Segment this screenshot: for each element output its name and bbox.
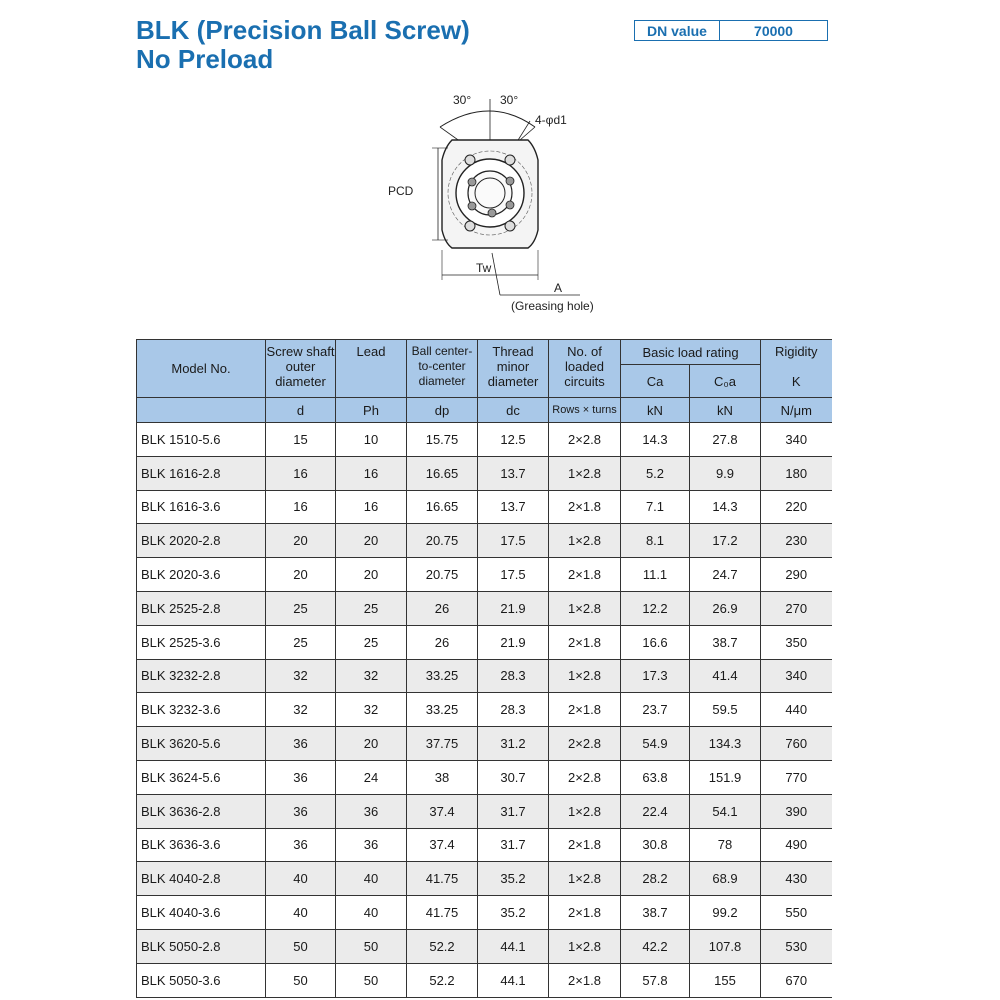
table-row	[137, 591, 832, 625]
unit-d: d	[266, 398, 336, 423]
unit-c0a: kN	[690, 398, 761, 423]
bolt-hole-icon	[505, 155, 515, 165]
table-cell: 25	[336, 625, 407, 659]
table-cell: 36	[266, 794, 336, 828]
header-model: Model No.	[137, 340, 266, 398]
table-cell: 33.25	[407, 693, 478, 727]
table-cell: 35.2	[478, 896, 549, 930]
unit-rows-turns: Rows × turns	[549, 398, 621, 423]
table-cell: 99.2	[690, 896, 761, 930]
unit-dc: dc	[478, 398, 549, 423]
dn-value-box	[634, 20, 828, 41]
table-cell: 7.1	[621, 490, 690, 524]
table-cell: 28.3	[478, 693, 549, 727]
tw-label: Tw	[476, 261, 492, 275]
table-cell: 63.8	[621, 760, 690, 794]
table-cell: 31.7	[478, 794, 549, 828]
table-cell: 14.3	[690, 490, 761, 524]
table-cell: 2×1.8	[549, 896, 621, 930]
table-cell: 230	[761, 524, 832, 558]
table-cell: 155	[690, 963, 761, 997]
table-cell: 2×1.8	[549, 490, 621, 524]
table-cell: 134.3	[690, 727, 761, 761]
table-cell: 17.3	[621, 659, 690, 693]
pcd-label: PCD	[388, 184, 414, 198]
table-cell: 30.7	[478, 760, 549, 794]
table-cell: 31.2	[478, 727, 549, 761]
table-cell: 54.9	[621, 727, 690, 761]
table-cell: 21.9	[478, 625, 549, 659]
table-cell: 16	[336, 490, 407, 524]
screw-icon	[488, 209, 496, 217]
table-cell: BLK 3624-5.6	[137, 760, 266, 794]
table-cell: 28.3	[478, 659, 549, 693]
table-cell: BLK 3620-5.6	[137, 727, 266, 761]
unit-k: N/μm	[761, 398, 832, 423]
table-cell: 32	[336, 659, 407, 693]
screw-icon	[506, 201, 514, 209]
table-cell: 36	[266, 828, 336, 862]
table-cell: 1×2.8	[549, 524, 621, 558]
table-row	[137, 794, 832, 828]
table-cell: 760	[761, 727, 832, 761]
table-cell: 57.8	[621, 963, 690, 997]
header-rigidity	[761, 340, 832, 398]
table-cell: 26	[407, 591, 478, 625]
table-cell: 220	[761, 490, 832, 524]
table-cell: 31.7	[478, 828, 549, 862]
table-cell: 15	[266, 423, 336, 457]
table-cell: BLK 2525-3.6	[137, 625, 266, 659]
table-row	[137, 862, 832, 896]
table-cell: 21.9	[478, 591, 549, 625]
table-cell: 40	[336, 896, 407, 930]
table-cell: 2×1.8	[549, 828, 621, 862]
table-cell: 38.7	[690, 625, 761, 659]
header-k: K	[791, 374, 801, 389]
table-cell: 52.2	[407, 963, 478, 997]
table-cell: 37.4	[407, 828, 478, 862]
table-cell: 78	[690, 828, 761, 862]
table-cell: 24	[336, 760, 407, 794]
header-c0a: C₀a	[690, 365, 761, 398]
header-circuits: No. of loaded circuits	[549, 340, 621, 398]
table-cell: BLK 3232-3.6	[137, 693, 266, 727]
table-cell: 107.8	[690, 929, 761, 963]
table-cell: 16	[266, 456, 336, 490]
table-cell: BLK 5050-3.6	[137, 963, 266, 997]
table-row	[137, 456, 832, 490]
dn-value-number: 70000	[754, 22, 793, 39]
angle-right-label: 30°	[500, 93, 519, 107]
screw-icon	[506, 177, 514, 185]
unit-ph: Ph	[336, 398, 407, 423]
table-cell: 40	[336, 862, 407, 896]
table-cell: 37.4	[407, 794, 478, 828]
table-cell: 270	[761, 591, 832, 625]
table-cell: 36	[266, 760, 336, 794]
table-cell: 430	[761, 862, 832, 896]
header-screw: Screw shaft outer diameter	[266, 340, 336, 398]
table-cell: 20	[336, 558, 407, 592]
table-cell: 28.2	[621, 862, 690, 896]
table-cell: BLK 2525-2.8	[137, 591, 266, 625]
table-row	[137, 490, 832, 524]
table-cell: 490	[761, 828, 832, 862]
table-cell: 2×2.8	[549, 760, 621, 794]
table-cell: 25	[266, 625, 336, 659]
table-row	[137, 524, 832, 558]
table-row	[137, 693, 832, 727]
spec-table-body	[137, 423, 832, 998]
table-cell: 340	[761, 659, 832, 693]
screw-icon	[468, 202, 476, 210]
table-cell: 40	[266, 862, 336, 896]
table-cell: 1×2.8	[549, 659, 621, 693]
table-cell: 390	[761, 794, 832, 828]
table-cell: 350	[761, 625, 832, 659]
angle-arc	[440, 111, 535, 127]
table-cell: 15.75	[407, 423, 478, 457]
header-model-unit	[137, 398, 266, 423]
angle-left-label: 30°	[453, 93, 472, 107]
ball-nut-diagram	[380, 85, 630, 320]
header-basic-load: Basic load rating	[621, 340, 761, 365]
table-row	[137, 828, 832, 862]
table-cell: 2×1.8	[549, 693, 621, 727]
title-line-1: BLK (Precision Ball Screw)	[136, 15, 470, 45]
table-cell: 59.5	[690, 693, 761, 727]
table-cell: 290	[761, 558, 832, 592]
table-cell: 2×1.8	[549, 625, 621, 659]
table-cell: 2×2.8	[549, 727, 621, 761]
table-cell: 36	[336, 828, 407, 862]
table-row	[137, 423, 832, 457]
title-line-2: No Preload	[136, 44, 274, 74]
table-cell: 20.75	[407, 524, 478, 558]
table-cell: 2×1.8	[549, 963, 621, 997]
bolt-hole-icon	[465, 221, 475, 231]
table-cell: 68.9	[690, 862, 761, 896]
table-cell: 17.2	[690, 524, 761, 558]
table-cell: BLK 2020-3.6	[137, 558, 266, 592]
table-cell: 33.25	[407, 659, 478, 693]
table-cell: 1×2.8	[549, 591, 621, 625]
page-title	[136, 16, 470, 74]
table-cell: 180	[761, 456, 832, 490]
table-cell: 20	[336, 524, 407, 558]
table-row	[137, 760, 832, 794]
table-cell: 38	[407, 760, 478, 794]
table-cell: 151.9	[690, 760, 761, 794]
bolt-hole-icon	[505, 221, 515, 231]
table-cell: 13.7	[478, 456, 549, 490]
table-cell: 2×2.8	[549, 423, 621, 457]
table-cell: BLK 4040-2.8	[137, 862, 266, 896]
table-cell: 50	[336, 929, 407, 963]
table-cell: 8.1	[621, 524, 690, 558]
table-cell: BLK 1510-5.6	[137, 423, 266, 457]
table-cell: 37.75	[407, 727, 478, 761]
table-row	[137, 625, 832, 659]
table-cell: 5.2	[621, 456, 690, 490]
table-cell: 23.7	[621, 693, 690, 727]
table-cell: 12.2	[621, 591, 690, 625]
table-cell: 26	[407, 625, 478, 659]
table-cell: BLK 1616-2.8	[137, 456, 266, 490]
table-cell: 16.65	[407, 490, 478, 524]
table-cell: 440	[761, 693, 832, 727]
table-cell: 41.75	[407, 896, 478, 930]
table-cell: 50	[266, 963, 336, 997]
table-cell: 20	[336, 727, 407, 761]
table-cell: 44.1	[478, 929, 549, 963]
table-cell: 17.5	[478, 524, 549, 558]
table-cell: 550	[761, 896, 832, 930]
unit-ca: kN	[621, 398, 690, 423]
table-cell: 35.2	[478, 862, 549, 896]
table-cell: 36	[336, 794, 407, 828]
table-cell: 670	[761, 963, 832, 997]
screw-icon	[468, 178, 476, 186]
table-cell: 52.2	[407, 929, 478, 963]
table-cell: 30.8	[621, 828, 690, 862]
table-cell: 12.5	[478, 423, 549, 457]
table-cell: 340	[761, 423, 832, 457]
header-ball: Ball center-to-center diameter	[407, 340, 478, 398]
table-cell: 24.7	[690, 558, 761, 592]
table-cell: 44.1	[478, 963, 549, 997]
table-cell: 16.6	[621, 625, 690, 659]
table-cell: 9.9	[690, 456, 761, 490]
table-cell: 770	[761, 760, 832, 794]
table-row	[137, 659, 832, 693]
table-cell: 20.75	[407, 558, 478, 592]
table-cell: 17.5	[478, 558, 549, 592]
table-cell: 20	[266, 524, 336, 558]
table-cell: 42.2	[621, 929, 690, 963]
table-cell: BLK 3636-2.8	[137, 794, 266, 828]
table-cell: 14.3	[621, 423, 690, 457]
table-cell: BLK 3636-3.6	[137, 828, 266, 862]
table-cell: 50	[266, 929, 336, 963]
unit-dp: dp	[407, 398, 478, 423]
header-thread: Thread minor diameter	[478, 340, 549, 398]
table-cell: 20	[266, 558, 336, 592]
table-cell: 13.7	[478, 490, 549, 524]
bolt-hole-icon	[465, 155, 475, 165]
table-cell: 25	[336, 591, 407, 625]
table-cell: 16	[336, 456, 407, 490]
table-row	[137, 929, 832, 963]
table-cell: 1×2.8	[549, 929, 621, 963]
table-cell: 1×2.8	[549, 794, 621, 828]
dn-value-label: DN value	[635, 21, 720, 40]
greasing-a-label: A	[554, 281, 563, 295]
table-cell: BLK 5050-2.8	[137, 929, 266, 963]
table-cell: 26.9	[690, 591, 761, 625]
table-cell: 38.7	[621, 896, 690, 930]
table-row	[137, 727, 832, 761]
table-cell: 54.1	[690, 794, 761, 828]
table-cell: 40	[266, 896, 336, 930]
header-ca: Ca	[621, 365, 690, 398]
table-cell: 25	[266, 591, 336, 625]
table-cell: 16	[266, 490, 336, 524]
table-cell: 1×2.8	[549, 456, 621, 490]
table-cell: 16.65	[407, 456, 478, 490]
table-cell: BLK 4040-3.6	[137, 896, 266, 930]
spec-table	[136, 339, 832, 998]
table-row	[137, 896, 832, 930]
table-cell: 22.4	[621, 794, 690, 828]
table-cell: BLK 2020-2.8	[137, 524, 266, 558]
greasing-hole-label: (Greasing hole)	[511, 299, 594, 313]
header-rigidity-label: Rigidity	[774, 344, 818, 359]
table-cell: 41.4	[690, 659, 761, 693]
table-cell: BLK 1616-3.6	[137, 490, 266, 524]
table-cell: 50	[336, 963, 407, 997]
table-cell: 11.1	[621, 558, 690, 592]
table-cell: BLK 3232-2.8	[137, 659, 266, 693]
table-cell: 27.8	[690, 423, 761, 457]
table-cell: 10	[336, 423, 407, 457]
table-cell: 530	[761, 929, 832, 963]
table-cell: 2×1.8	[549, 558, 621, 592]
table-cell: 32	[266, 693, 336, 727]
table-row	[137, 558, 832, 592]
greasing-leader	[492, 253, 500, 295]
table-row	[137, 963, 832, 997]
table-cell: 32	[336, 693, 407, 727]
table-cell: 1×2.8	[549, 862, 621, 896]
hole-label: 4-φd1	[535, 113, 567, 127]
table-cell: 41.75	[407, 862, 478, 896]
header-lead: Lead	[336, 340, 407, 398]
table-cell: 32	[266, 659, 336, 693]
table-cell: 36	[266, 727, 336, 761]
